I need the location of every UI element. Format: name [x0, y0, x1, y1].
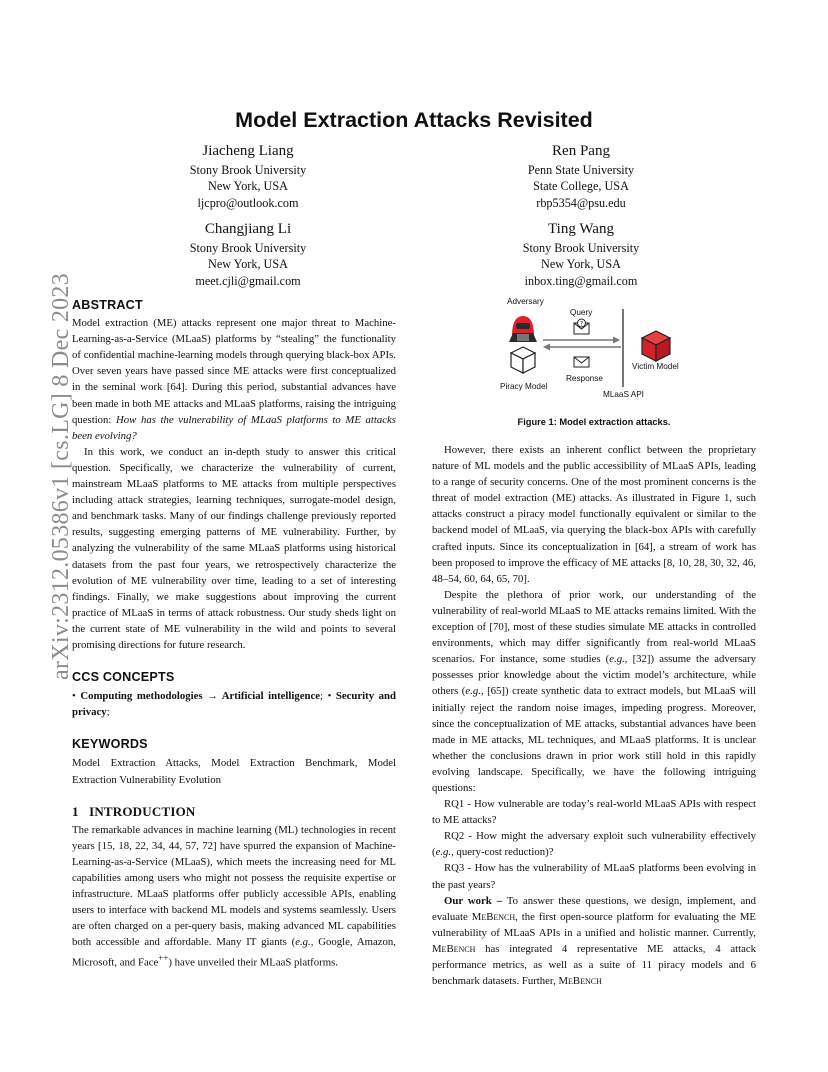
hacker-icon — [509, 316, 537, 342]
response-envelope-icon — [574, 357, 589, 367]
author-location: New York, USA — [208, 257, 288, 272]
keywords-text: Model Extraction Attacks, Model Extraction Benchmark, Model Extraction Vulnerability Evolution — [72, 757, 396, 786]
author-location: New York, USA — [541, 257, 621, 272]
author-name: Jiacheng Liang — [202, 143, 294, 159]
label-adversary: Adversary — [507, 297, 544, 306]
figure-1-caption: Figure 1: Model extraction attacks. — [517, 417, 671, 427]
svg-text:?: ? — [579, 320, 584, 328]
figure-1-diagram — [499, 295, 711, 405]
victim-model-cube-icon — [642, 331, 670, 361]
intro-sup: ++ — [158, 953, 169, 964]
intro-text: The remarkable advances in machine learning (ML) technologies in recent years [15, 18, 22, 34, 44, 57, 72] have spurred the expansion of Machine-Learning-as-a-Service (MLaaS), which meets the increasing need for ML capabilities among users who might not possess the requisite expertise or infrastructure. MLaaS platforms offer publicly accessible APIs, enabling users to interface with backend ML models and systems seamlessly. Users are often charged on a per-query basis, making advanced ML capabilities both accessible and affordable. Many IT giants ( — [72, 823, 396, 949]
abstract-paragraph-1 — [72, 315, 396, 444]
our-work-label: Our work – — [444, 894, 503, 907]
paragraph-text: , the first open-source platform for evaluating the ME vulnerability of MLaaS APIs in a unified and holistic manner. Currently, — [432, 910, 756, 939]
right-column — [432, 442, 756, 989]
arxiv-id: arXiv:2312.05386v1 [cs.LG] 8 Dec 2023 — [48, 272, 74, 680]
paragraph-text: has integrated 4 representative ME attacks, 4 attack performance metrics, as well as a suite of 11 piracy models and 6 benchmark datasets. Further, — [432, 942, 756, 988]
author-name: Ting Wang — [548, 221, 614, 237]
author-location: New York, USA — [208, 179, 288, 194]
right-paragraph-2 — [432, 587, 756, 796]
ccs-separator: ; • — [320, 690, 336, 703]
author-affiliation: Penn State University — [527, 163, 635, 177]
ccs-heading: CCS CONCEPTS — [72, 670, 175, 685]
author-block-4 — [461, 220, 701, 289]
paragraph-text: To answer these questions, we design, implement, and evaluate — [432, 894, 756, 923]
mebench-name: MeBench — [558, 975, 602, 988]
ccs-item-2: Security and privacy — [72, 690, 396, 719]
research-question-2 — [432, 828, 756, 860]
author-email: inbox.ting@gmail.com — [524, 273, 638, 288]
author-block-2 — [461, 142, 701, 211]
author-email: meet.cjli@gmail.com — [195, 273, 301, 288]
intro-heading — [72, 804, 396, 820]
paragraph-text: RQ2 - How might the adversary exploit such vulnerability effectively ( — [432, 830, 756, 859]
label-mlaas-api: MLaaS API — [603, 390, 644, 399]
ccs-end: ; — [106, 706, 110, 719]
author-email: rbp5354@psu.edu — [536, 195, 626, 210]
author-location: State College, USA — [533, 179, 629, 194]
author-email: ljcpro@outlook.com — [197, 195, 299, 210]
piracy-model-cube-icon — [511, 347, 535, 373]
label-piracy-model: Piracy Model — [500, 382, 548, 391]
our-work-paragraph — [432, 893, 756, 990]
paragraph-eg: e.g. — [465, 685, 481, 698]
intro-paragraph-1 — [72, 822, 396, 971]
query-arrow-head — [613, 337, 620, 344]
author-name: Changjiang Li — [204, 221, 292, 237]
paragraph-eg: e.g. — [435, 846, 452, 859]
query-envelope-icon — [574, 319, 589, 334]
section-number: 1 — [72, 803, 79, 819]
paragraph-text: , query-cost reduction)? — [451, 846, 554, 859]
arxiv-stamp — [20, 272, 74, 720]
paper-title: Model Extraction Attacks Revisited — [235, 108, 593, 132]
intro-eg: e.g. — [295, 936, 311, 949]
abstract-text: Model extraction (ME) attacks represent one major threat to Machine-Learning-as-a-Service (MLaaS) platforms by “stealing” the functionality of confidential machine-learning models through querying black-box APIs. Over seven years have passed since ME attacks were first conceptualized in the seminal work [64]. During this period, substantial advances have been made in both ME attacks and MLaaS platforms, raising the intriguing question: — [72, 317, 396, 426]
mebench-name: MeBench — [432, 942, 476, 955]
author-affiliation: Stony Brook University — [522, 241, 640, 255]
abstract-heading: ABSTRACT — [72, 298, 143, 312]
abstract-paragraph-2: In this work, we conduct an in-depth study to answer this critical question. Specifically, we characterize the vulnerability of current, mainstream MLaaS platforms to ME attacks from multiple perspectives including attack strategies, learning techniques, surrogate-model design, and benchmark tasks. Many of our findings challenge previously reported results, suggesting emerging patterns of ME vulnerability. Further, by analyzing the vulnerability of the same MLaaS platforms using historical datasets from the past four years, we retrospectively characterize the evolution of ME vulnerability over time, leading to a set of interesting findings. Finally, we make suggestions about improving the current practice of MLaaS in terms of attack robustness. Our study sheds light on the current state of ME vulnerability in the wild and points to several promising directions for future research. — [72, 445, 396, 651]
paragraph-text: Despite the plethora of prior work, our understanding of the vulnerability of real-world MLaaS to ME attacks remains limited. With the exception of [70], most of these studies simulate ME attacks in controlled environments, which may differ significantly from real-world MLaaS scenarios. For instance, some studies ( — [432, 588, 756, 666]
ccs-bullet: • — [72, 690, 81, 703]
mebench-name: MeBench — [471, 910, 516, 923]
section-title: INTRODUCTION — [89, 803, 196, 819]
author-name: Ren Pang — [552, 143, 610, 159]
abstract-question: How has the vulnerability of MLaaS platforms to ME attacks been evolving? — [72, 413, 396, 442]
ccs-item-1: Computing methodologies → Artificial intelligence — [80, 690, 321, 703]
intro-text: , Google, Amazon, Microsoft, and Face — [72, 936, 396, 970]
intro-text: ) have unveiled their MLaaS platforms. — [168, 957, 338, 970]
ccs-concepts — [72, 688, 396, 720]
author-block-3 — [128, 220, 368, 289]
keywords-heading: KEYWORDS — [72, 737, 148, 752]
response-arrow-head — [543, 344, 550, 351]
paragraph-eg: e.g. — [609, 653, 625, 666]
paragraph-text: , [32]) assume the adversary possesses prior knowledge about the victim model’s architecture, while others ( — [432, 653, 756, 698]
author-block-1 — [128, 142, 368, 211]
label-response: Response — [566, 374, 603, 383]
author-affiliation: Stony Brook University — [189, 163, 307, 177]
research-question-1: RQ1 - How vulnerable are today’s real-world MLaaS APIs with respect to ME attacks? — [432, 798, 756, 827]
label-query: Query — [570, 308, 593, 317]
author-affiliation: Stony Brook University — [189, 241, 307, 255]
right-paragraph-1: However, there exists an inherent conflict between the proprietary nature of ML models and the public accessibility of MLaaS APIs, leading to a range of security concerns. One of the most prominent concerns is the threat of model extraction (ME) attacks. As illustrated in Figure 1, such attacks construct a piracy model functionally equivalent or similar to the backend model of MLaaS, via querying the black-box APIs with carefully crafted inputs. Since its conceptualization in [64], a stream of work has been proposed to improve the efficacy of ME attacks [8, 10, 28, 30, 32, 46, 48–54, 60, 64, 65, 70]. — [432, 444, 756, 585]
label-victim-model: Victim Model — [632, 362, 679, 371]
paragraph-text: , [65]) create synthetic data to extract models, but MLaaS will initially reject the random noise images, impeding progress. Moreover, since the conceptualization of ME attacks, substantial advances have been made in ME attacks, ML techniques, and MLaaS platforms. It is unclear whether the conclusions drawn in prior work still hold in this rapidly evolving landscape. Specifically, we have the following intriguing questions: — [432, 685, 757, 794]
left-column — [72, 297, 396, 971]
research-question-3: RQ3 - How has the vulnerability of MLaaS platforms been evolving in the past years? — [432, 862, 756, 891]
